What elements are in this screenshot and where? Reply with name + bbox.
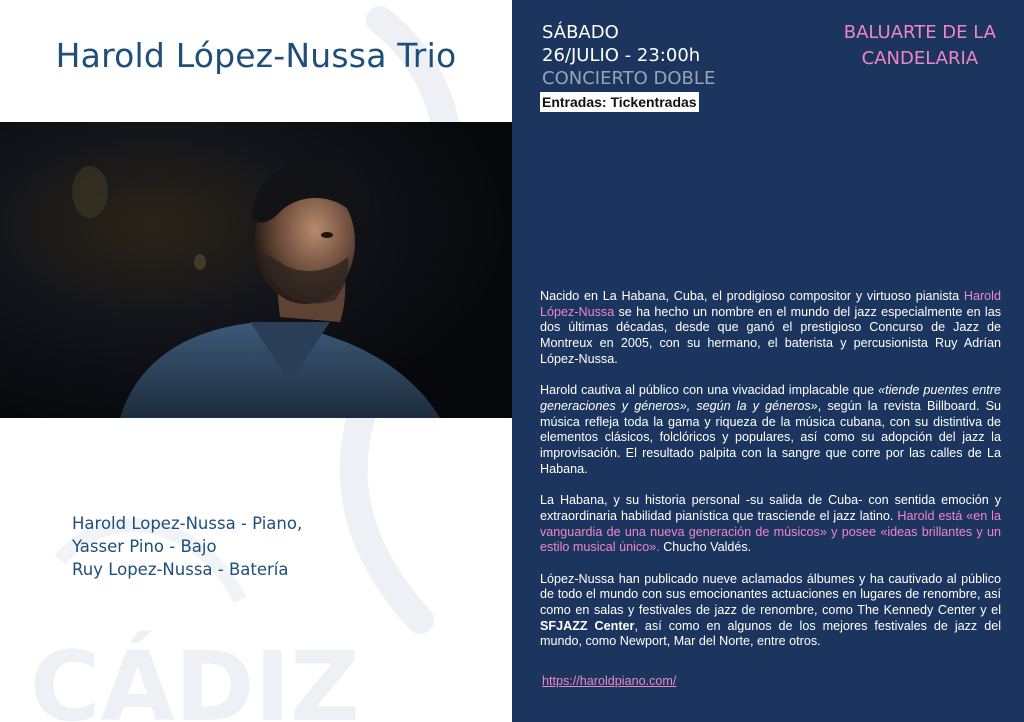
description-paragraph: López-Nussa han publicado nueve aclamados álbumes y ha cautivado al público de todo el mundo con sus emocionantes actuaciones en lugares de renombre, así como en salas y festivales de jazz de renombre, como The Kennedy Center y el SFJAZZ Center, así como en algunos de los mejores festivales de jazz del mundo, como Newport, Mar del Norte, entre otros.: [540, 571, 1002, 649]
event-date-time: 26/JULIO - 23:00h: [542, 45, 701, 66]
event-day: SÁBADO: [542, 22, 619, 43]
quote-highlight: Harold está «en la vanguardia de una nueva generación de músicos» y posee «ideas brillantes y un estilo musical único».: [540, 508, 1001, 555]
venue-line: BALUARTE DE LA: [843, 22, 996, 43]
right-panel: [512, 0, 1024, 722]
quote: «tiende puentes entre generaciones y géneros», según la y géneros»: [540, 383, 1001, 413]
event-subtitle: CONCIERTO DOBLE: [542, 68, 716, 89]
tickets-label: Entradas: Tickentradas: [542, 94, 697, 110]
lineup-item: Ruy Lopez-Nussa - Batería: [72, 560, 289, 579]
lineup-list: [72, 512, 302, 581]
venue: [844, 20, 996, 72]
artist-portrait-image: [0, 122, 512, 418]
page-title: Harold López-Nussa Trio: [55, 36, 457, 75]
lineup-item: Harold Lopez-Nussa - Piano,: [72, 514, 303, 533]
description-paragraph: Harold cautiva al público con una vivacidad implacable que «tiende puentes entre generaciones y géneros», según la y géneros», según la revista Billboard. Su música refleja toda la gama y riqueza de la música cubana, con su distintiva de elementos clásicos, folclóricos y populares, así como su adopción del jazz la improvisación. El resultado palpita con la sangre que corre por las calles de La Habana.: [540, 383, 1001, 476]
lineup-item: Yasser Pino - Bajo: [72, 537, 217, 556]
venue-line: CANDELARIA: [861, 48, 979, 69]
description: [540, 289, 1001, 666]
artist-website-link[interactable]: https://haroldpiano.com/: [542, 674, 677, 688]
description-paragraph: Nacido en La Habana, Cuba, el prodigioso compositor y virtuoso pianista Harold López-Nussa se ha hecho un nombre en el mundo del jazz especialmente en las dos últimas décadas, desde que ganó el prestigioso Concurso de Jazz de Montreux en 2005, con su hermano, el baterista y percusionista Ruy Adrían López-Nussa.: [540, 289, 1001, 366]
artist-photo: [0, 122, 512, 418]
description-paragraph: La Habana, y su historia personal -su salida de Cuba- con sentida emoción y extraordinaria habilidad pianística que trasciende el jazz latino. Harold está «en la vanguardia de una nueva generación de músicos» y posee «ideas brillantes y un estilo musical único». Chucho Valdés.: [540, 493, 1001, 555]
watermark-text: CÁDIZ: [30, 631, 360, 722]
artist-highlight: Harold López-Nussa: [540, 289, 1001, 319]
